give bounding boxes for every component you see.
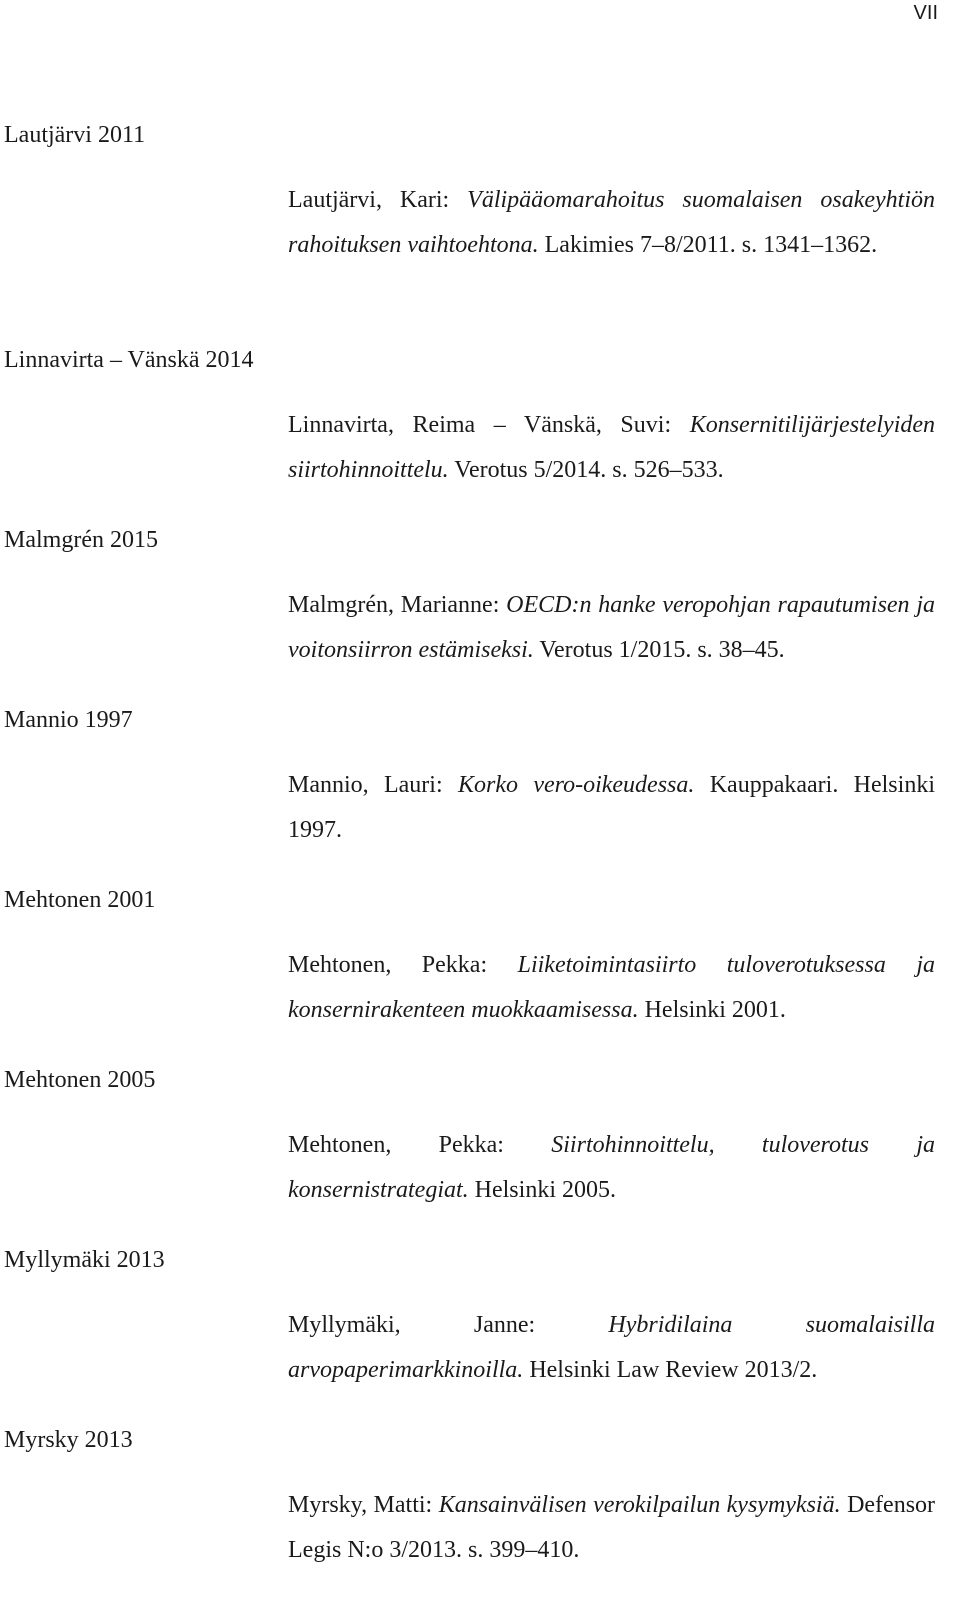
reference-author: Linnavirta, Reima – Vänskä, Suvi: <box>288 412 672 438</box>
reference-key: Mehtonen 2005 <box>4 1067 156 1093</box>
reference-source: Defensor Legis N:o 3/2013. s. 399–410. <box>288 1492 936 1563</box>
reference-source: Helsinki Law Review 2013/2. <box>529 1357 818 1383</box>
reference-author: Myrsky, Matti: <box>288 1492 433 1518</box>
reference-key: Myllymäki 2013 <box>4 1247 165 1273</box>
reference-author: Mehtonen, Pekka: <box>288 952 488 978</box>
reference-entry <box>288 1483 935 1573</box>
reference-author: Mehtonen, Pekka: <box>288 1132 504 1158</box>
reference-entry <box>288 583 935 673</box>
reference-author: Mannio, Lauri: <box>288 772 443 798</box>
reference-key: Mehtonen 2001 <box>4 887 156 913</box>
reference-entry <box>288 178 935 268</box>
reference-title: Välipääomarahoitus suomalaisen osakeyhtiön rahoituksen vaihtoehtona. <box>288 187 935 258</box>
reference-source: Verotus 1/2015. s. 38–45. <box>539 637 785 663</box>
reference-entry <box>288 403 935 493</box>
reference-title: Siirtohinnoittelu, tuloverotus ja konsernistrategiat. <box>288 1132 935 1203</box>
reference-key: Lautjärvi 2011 <box>4 122 146 148</box>
reference-source: Helsinki 2001. <box>644 997 786 1023</box>
page-number: VII <box>913 2 938 24</box>
reference-title: Korko vero-oikeudessa. <box>457 772 695 798</box>
reference-source: Helsinki 2005. <box>474 1177 616 1203</box>
reference-entry <box>288 943 935 1033</box>
reference-title: Liiketoimintasiirto tuloverotuksessa ja konsernirakenteen muokkaamisessa. <box>288 952 935 1023</box>
reference-entry <box>288 1123 935 1213</box>
reference-title: Konsernitilijärjestelyiden siirtohinnoittelu. <box>288 412 936 483</box>
reference-author: Lautjärvi, Kari: <box>288 187 450 213</box>
reference-entry <box>288 763 935 853</box>
reference-title: Hybridilaina suomalaisilla arvopaperimarkkinoilla. <box>288 1312 935 1383</box>
reference-entry <box>288 1303 935 1393</box>
reference-source: Lakimies 7–8/2011. s. 1341–1362. <box>544 232 878 258</box>
reference-author: Malmgrén, Marianne: <box>288 592 500 618</box>
reference-key: Myrsky 2013 <box>4 1427 133 1453</box>
reference-source: Verotus 5/2014. s. 526–533. <box>454 457 724 483</box>
reference-key: Mannio 1997 <box>4 707 133 733</box>
reference-author: Myllymäki, Janne: <box>288 1312 536 1338</box>
reference-title: OECD:n hanke veropohjan rapautumisen ja voitonsiirron estämiseksi. <box>288 592 936 663</box>
reference-key: Malmgrén 2015 <box>4 527 158 553</box>
reference-title: Kansainvälisen verokilpailun kysymyksiä. <box>438 1492 841 1518</box>
reference-key: Linnavirta – Vänskä 2014 <box>4 347 254 373</box>
reference-source: Kauppakaari. Helsinki 1997. <box>288 772 935 843</box>
